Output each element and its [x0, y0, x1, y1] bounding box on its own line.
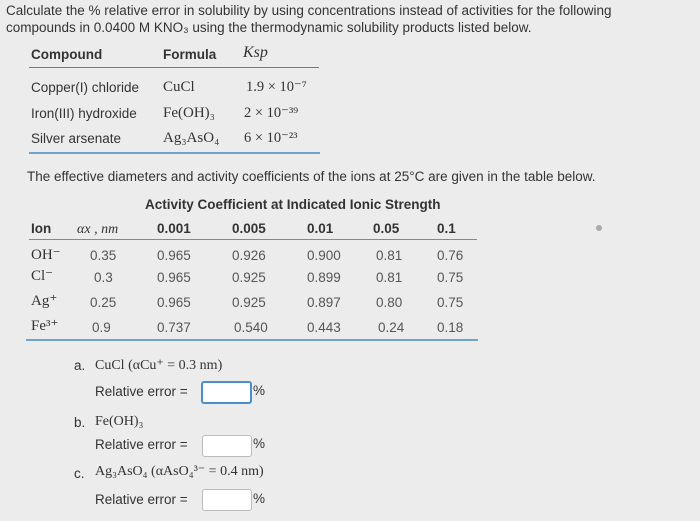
- ksp-header-compound: Compound: [31, 47, 103, 62]
- part-b-relative-error-input[interactable]: [202, 435, 252, 457]
- part-b-prompt: Relative error =: [95, 437, 188, 452]
- coef-2-3: 0.80: [376, 295, 403, 310]
- coef-3-3: 0.24: [378, 320, 405, 335]
- activity-table-bottom-rule: [26, 339, 478, 341]
- question-line-2: compounds in 0.0400 M KNO₃ using the thermodynamic solubility products listed below.: [6, 20, 532, 35]
- coef-2-0: 0.965: [157, 295, 191, 310]
- ksp-header-ksp-text: Ksp: [243, 44, 268, 61]
- part-a-relative-error-input[interactable]: [201, 381, 252, 404]
- ksp-header-ksp: [243, 44, 268, 62]
- strength-header-3: 0.05: [373, 221, 400, 236]
- coef-1-2: 0.899: [307, 270, 341, 285]
- activity-intro-text: The effective diameters and activity coefficients of the ions at 25°C are given in the table below.: [27, 169, 596, 184]
- stray-mark-dot: [596, 225, 602, 231]
- part-c-prompt: Relative error =: [95, 492, 188, 507]
- ksp-compound-2: Silver arsenate: [31, 131, 122, 146]
- alpha-3: 0.9: [92, 320, 111, 335]
- activity-header-ion: Ion: [31, 221, 52, 236]
- part-a-prompt: Relative error =: [95, 384, 188, 399]
- coef-2-4: 0.75: [437, 295, 464, 310]
- part-a-unit: %: [253, 383, 266, 398]
- part-c-relative-error-input[interactable]: [202, 489, 252, 511]
- coef-0-0: 0.965: [157, 248, 191, 263]
- ion-3: Fe³⁺: [31, 318, 59, 334]
- coef-1-4: 0.75: [437, 270, 464, 285]
- ksp-formula-1: Fe(OH)₃: [163, 105, 215, 121]
- ksp-value-1: 2 × 10⁻³⁹: [244, 105, 299, 121]
- strength-header-2: 0.01: [307, 221, 334, 236]
- activity-table-title: Activity Coefficient at Indicated Ionic Strength: [145, 197, 441, 212]
- ksp-header-rule: [29, 67, 319, 68]
- coef-1-0: 0.965: [157, 270, 191, 285]
- coef-3-2: 0.443: [307, 320, 341, 335]
- part-b-unit: %: [253, 436, 266, 451]
- question-line-1: Calculate the % relative error in solubility by using concentrations instead of activities for the following: [6, 3, 612, 18]
- coef-1-3: 0.81: [376, 270, 403, 285]
- alpha-0: 0.35: [90, 248, 117, 263]
- coef-3-4: 0.18: [437, 320, 464, 335]
- coef-0-3: 0.81: [376, 248, 403, 263]
- coef-2-1: 0.925: [232, 295, 266, 310]
- part-a-label: CuCl (αCu⁺ = 0.3 nm): [95, 358, 223, 373]
- ksp-table-bottom-rule: [29, 152, 320, 154]
- activity-header-rule: [29, 239, 477, 240]
- ksp-value-0: 1.9 × 10⁻⁷: [246, 79, 307, 95]
- alpha-2: 0.25: [90, 295, 117, 310]
- ion-0: OH⁻: [31, 247, 61, 263]
- ksp-formula-2: Ag₃AsO₄: [163, 130, 220, 146]
- coef-0-2: 0.900: [307, 248, 341, 263]
- coef-3-0: 0.737: [157, 320, 191, 335]
- ion-1: Cl⁻: [31, 268, 54, 284]
- coef-0-1: 0.926: [232, 248, 266, 263]
- ksp-header-formula: Formula: [163, 47, 217, 62]
- part-a-letter: a.: [74, 358, 86, 373]
- coef-3-1: 0.540: [234, 320, 268, 335]
- coef-0-4: 0.76: [437, 248, 464, 263]
- question-text: [6, 2, 612, 36]
- coef-1-1: 0.925: [232, 270, 266, 285]
- activity-header-alpha-text: αx , nm: [77, 222, 119, 237]
- part-b-label: Fe(OH)₃: [95, 414, 144, 429]
- ion-2: Ag⁺: [31, 293, 58, 309]
- activity-header-alpha: [77, 220, 118, 238]
- strength-header-1: 0.005: [232, 221, 266, 236]
- ksp-compound-1: Iron(III) hydroxide: [31, 106, 137, 121]
- part-c-unit: %: [253, 491, 266, 506]
- part-c-label: Ag₃AsO₄ (αAsO₄³⁻ = 0.4 nm): [95, 464, 264, 479]
- alpha-1: 0.3: [94, 270, 113, 285]
- ksp-formula-0: CuCl: [163, 79, 195, 95]
- part-c-letter: c.: [74, 466, 85, 481]
- coef-2-2: 0.897: [307, 295, 341, 310]
- strength-header-0: 0.001: [157, 221, 191, 236]
- ksp-compound-0: Copper(I) chloride: [31, 80, 140, 95]
- ksp-value-2: 6 × 10⁻²³: [244, 130, 298, 146]
- strength-header-4: 0.1: [437, 221, 456, 236]
- part-b-letter: b.: [74, 415, 86, 430]
